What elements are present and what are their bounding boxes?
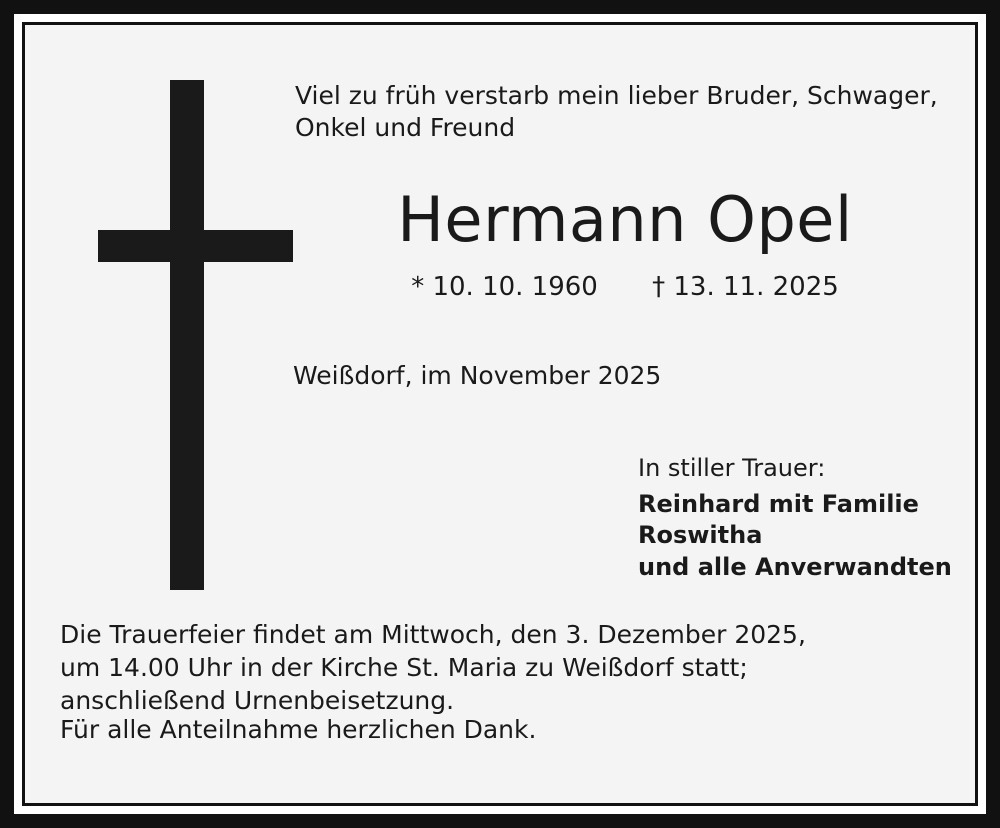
mourner-line-2: Roswitha (638, 521, 763, 550)
mourning-family (638, 489, 978, 584)
cross-horizontal-bar (98, 230, 293, 262)
ceremony-details (60, 618, 950, 717)
life-dates (295, 272, 955, 302)
thanks-text: Für alle Anteilnahme herzlichen Dank. (60, 715, 537, 744)
ceremony-line-3: anschließend Urnenbeisetzung. (60, 686, 455, 715)
place-and-date: Weißdorf, im November 2025 (293, 361, 662, 390)
intro-line-2: Onkel und Freund (295, 113, 516, 142)
deceased-name: Hermann Opel (397, 183, 853, 256)
death-date: † 13. 11. 2025 (652, 272, 839, 302)
birth-date: * 10. 10. 1960 (411, 272, 598, 302)
intro-text (295, 80, 955, 144)
ceremony-line-1: Die Trauerfeier findet am Mittwoch, den 3. Dezember 2025, (60, 620, 806, 649)
intro-line-1: Viel zu früh verstarb mein lieber Bruder, Schwager, (295, 81, 938, 110)
mourning-block (638, 453, 978, 584)
notice-content (25, 25, 975, 803)
christian-cross-icon (80, 80, 290, 590)
mourner-line-3: und alle Anverwandten (638, 553, 952, 582)
cross-vertical-bar (170, 80, 204, 590)
ceremony-line-2: um 14.00 Uhr in der Kirche St. Maria zu Weißdorf statt; (60, 653, 748, 682)
mourner-line-1: Reinhard mit Familie (638, 489, 919, 518)
mourning-lead: In stiller Trauer: (638, 454, 826, 482)
